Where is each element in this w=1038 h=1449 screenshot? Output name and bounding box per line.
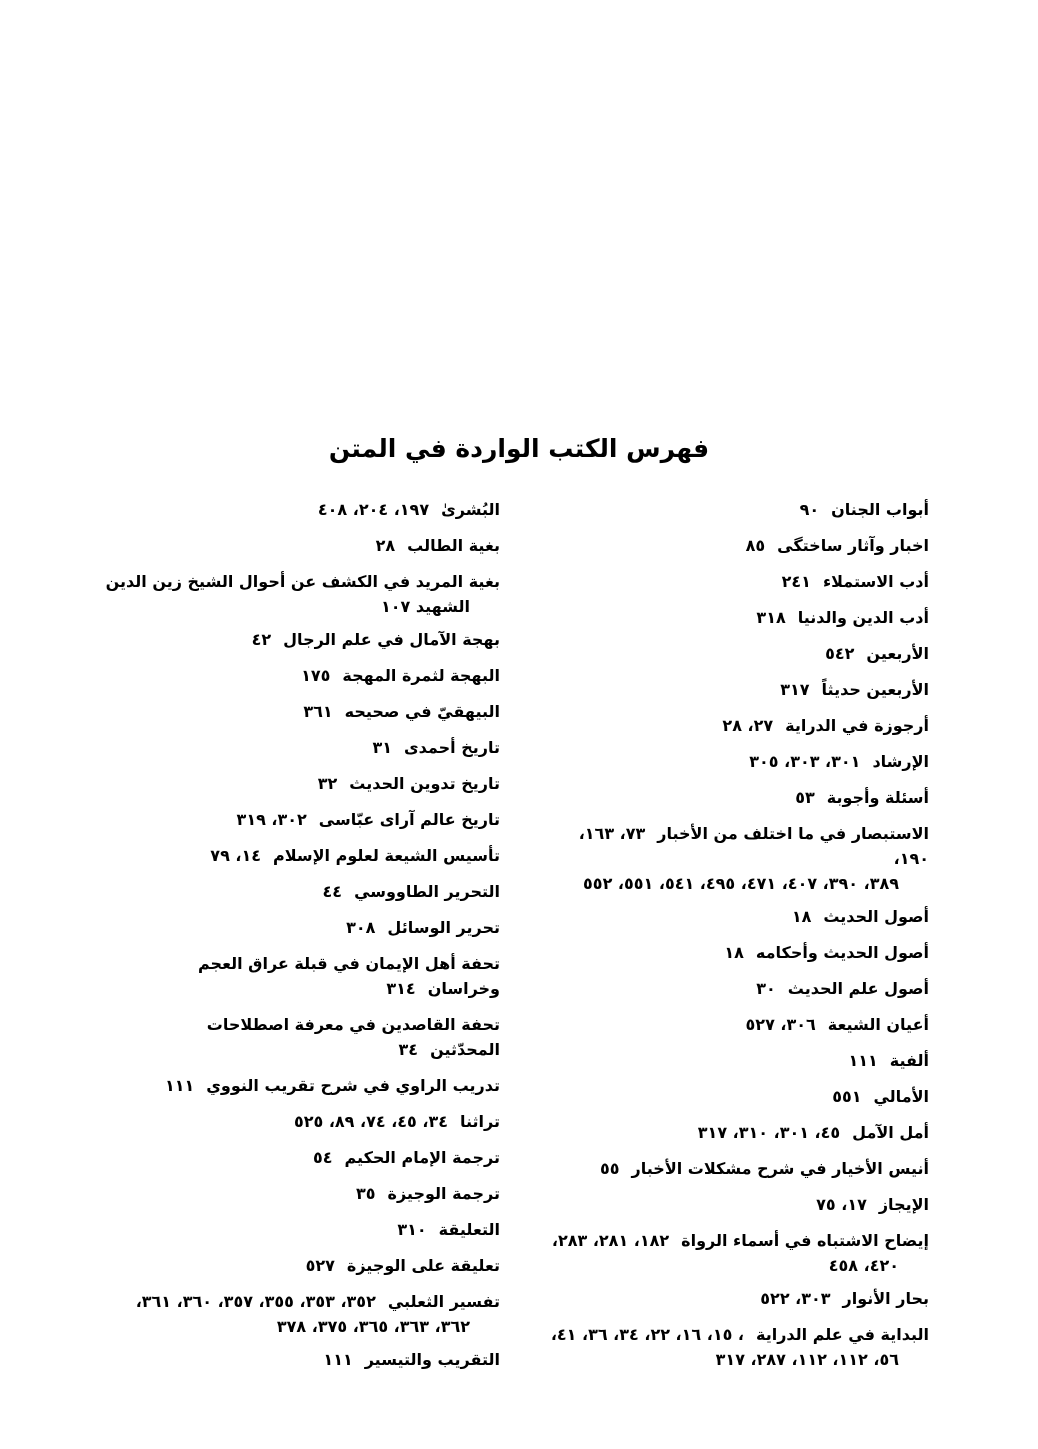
index-entry (539, 976, 929, 1001)
entry-title: اخبار وآثار ساختگى (777, 536, 929, 555)
entry-pages: ٧٣، ١٦٣، ١٩٠، (578, 824, 929, 868)
index-entry (539, 749, 929, 774)
entry-title: الأربعين (866, 644, 929, 663)
entry-pages: ٣١ (372, 738, 393, 757)
entry-title: بهجة الآمال في علم الرجال (283, 630, 500, 649)
index-entry (539, 1228, 929, 1278)
entry-title: أدب الاستملاء (822, 572, 929, 591)
entry-pages: ، ١٥، ١٦، ٢٢، ٣٤، ٣٦، ٤١، (550, 1325, 745, 1344)
index-entry (539, 1156, 929, 1181)
entry-pages: ٢٤١ (781, 572, 811, 591)
entry-pages-continued: الشهيد ١٠٧ (381, 597, 470, 616)
index-entry (100, 771, 500, 796)
entry-title: أصول علم الحديث (787, 979, 929, 998)
entry-pages: ٥٤٢ (825, 644, 855, 663)
entry-title: الإيجاز (878, 1195, 929, 1214)
index-entry (100, 1253, 500, 1278)
entry-title: الإرشاد (872, 752, 929, 771)
entry-pages: ١٧٥ (301, 666, 331, 685)
entry-pages: ١٧، ٧٥ (816, 1195, 867, 1214)
page-title: فهرس الكتب الواردة في المتن (328, 434, 710, 463)
entry-title: ترجمة الوجيزة (387, 1184, 500, 1203)
entry-pages: ٣٠١، ٣٠٣، ٣٠٥ (749, 752, 861, 771)
entry-pages: ١١١ (848, 1051, 878, 1070)
index-column-left (100, 497, 500, 1383)
index-entry (539, 1048, 929, 1073)
entry-pages: ١٨ (724, 943, 744, 962)
entry-pages: ٣١٤ (386, 979, 416, 998)
entry-pages: ٣٢ (317, 774, 338, 793)
entry-pages: ٣٠٣، ٥٢٢ (760, 1289, 831, 1308)
entry-title: تأسيس الشيعة لعلوم الإسلام (273, 846, 500, 865)
index-entry (539, 1012, 929, 1037)
entry-title: أنيس الأخيار في شرح مشكلات الأخبار (631, 1159, 929, 1178)
index-entry (100, 1109, 500, 1134)
entry-title: الاستبصار في ما اختلف من الأخبار (657, 824, 929, 843)
entry-pages: ٢٧، ٢٨ (722, 716, 774, 735)
entry-title: أرجوزة في الدراية (785, 716, 929, 735)
index-entry (539, 1286, 929, 1311)
index-entry (100, 1073, 500, 1098)
index-entry (100, 1145, 500, 1170)
entry-title: أعيان الشيعة (827, 1015, 929, 1034)
entry-title: أسئلة وأجوبة (826, 788, 929, 807)
index-entry (100, 699, 500, 724)
entry-title: أمل الآمل (852, 1123, 929, 1142)
entry-pages: ١٨ (791, 907, 812, 926)
entry-pages: ١١١ (164, 1076, 195, 1095)
index-entry (539, 533, 929, 558)
entry-title: إيضاح الاشتباه في أسماء الرواة (681, 1231, 929, 1250)
entry-pages: ٩٠ (799, 500, 820, 519)
entry-pages: ٣٠٢، ٣١٩ (236, 810, 307, 829)
entry-title: تاريخ تدوين الحديث (349, 774, 500, 793)
entry-pages: ٣٤ (398, 1040, 419, 1059)
entry-title: أصول الحديث وأحكامه (755, 943, 929, 962)
entry-pages: ٢٨ (375, 536, 396, 555)
entry-pages: ٣١٨ (756, 608, 786, 627)
index-entry (539, 821, 929, 896)
entry-title: تاريخ عالم آراى عبّاسى (318, 810, 500, 829)
index-entry (539, 1084, 929, 1109)
index-entry (100, 663, 500, 688)
index-entry (539, 569, 929, 594)
entry-title: البهجة لثمرة المهجة (342, 666, 500, 685)
entry-pages-continued: ٣٨٩، ٣٩٠، ٤٠٧، ٤٧١، ٤٩٥، ٥٤١، ٥٥١، ٥٥٢ (583, 874, 899, 893)
entry-title: التقريب والتيسير (364, 1350, 500, 1369)
index-entry (100, 951, 500, 1001)
index-entry (100, 1217, 500, 1242)
index-entry (100, 1181, 500, 1206)
index-entry (539, 605, 929, 630)
entry-pages-continued: ٣٦٢، ٣٦٣، ٣٦٥، ٣٧٥، ٣٧٨ (276, 1317, 470, 1336)
entry-pages-continued: ٤٢٠، ٤٥٨ (828, 1256, 899, 1275)
index-entry (100, 627, 500, 652)
entry-title: أصول الحديث (823, 907, 929, 926)
index-entry (100, 569, 500, 619)
entry-pages: ٣٠٦، ٥٢٧ (745, 1015, 816, 1034)
entry-title: تفسير الثعلبي (387, 1292, 500, 1311)
entry-pages: ٥٣ (795, 788, 815, 807)
index-entry (100, 497, 500, 522)
entry-pages: ٤٤ (322, 882, 343, 901)
entry-title: التعليقة (438, 1220, 500, 1239)
index-entry (539, 1192, 929, 1217)
entry-title: تدريب الراوي في شرح تقريب النووي (206, 1076, 500, 1095)
index-entry (539, 713, 929, 738)
entry-pages: ٣٥٢، ٣٥٣، ٣٥٥، ٣٥٧، ٣٦٠، ٣٦١، (135, 1292, 376, 1311)
entry-title: بغية المريد في الكشف عن أحوال الشيخ زين الدين (105, 572, 500, 591)
entry-title: الأمالي (873, 1087, 929, 1106)
entry-pages: ٥٥ (600, 1159, 620, 1178)
entry-title: تحفة أهل الإيمان في قبلة عراق العجم وخراسان (197, 954, 500, 998)
index-entry (539, 904, 929, 929)
entry-pages: ٥٤ (312, 1148, 333, 1167)
entry-pages: ٣٤، ٤٥، ٧٤، ٨٩، ٥٢٥ (293, 1112, 448, 1131)
entry-pages: ٣٦١ (303, 702, 333, 721)
entry-pages: ٤٢ (251, 630, 272, 649)
index-entry (100, 915, 500, 940)
index-entry (100, 843, 500, 868)
entry-pages: ٣٠٨ (346, 918, 376, 937)
entry-title: ألفية (889, 1051, 929, 1070)
entry-pages: ٥٢٧ (305, 1256, 335, 1275)
index-entry (539, 677, 929, 702)
entry-title: تحفة القاصدين في معرفة اصطلاحات المحدّثين (206, 1015, 500, 1059)
index-entry (100, 533, 500, 558)
entry-pages: ١١١ (323, 1350, 353, 1369)
entry-pages: ٣١٧ (780, 680, 810, 699)
entry-title: أبواب الجنان (831, 500, 929, 519)
entry-pages: ٨٥ (745, 536, 766, 555)
index-column-right (539, 497, 929, 1380)
entry-title: تحرير الوسائل (387, 918, 500, 937)
entry-title: ترجمة الإمام الحكيم (344, 1148, 500, 1167)
entry-title: بحار الأنوار (842, 1289, 929, 1308)
entry-pages: ٣٠ (756, 979, 776, 998)
entry-pages: ٣١٠ (397, 1220, 427, 1239)
index-entry (100, 1347, 500, 1372)
index-entry (539, 1322, 929, 1372)
entry-title: تعليقة على الوجيزة (346, 1256, 500, 1275)
entry-title: بغية الطالب (407, 536, 500, 555)
entry-title: أدب الدين والدنيا (797, 608, 929, 627)
entry-pages-continued: ٥٦، ١١٢، ١١٢، ٢٨٧، ٣١٧ (715, 1350, 899, 1369)
entry-pages: ١٩٧، ٢٠٤، ٤٠٨ (317, 500, 430, 519)
entry-title: البُشرىٰ (441, 500, 500, 519)
index-entry (539, 641, 929, 666)
index-entry (100, 1289, 500, 1339)
index-entry (539, 940, 929, 965)
entry-pages: ١٨٢، ٢٨١، ٢٨٣، (551, 1231, 670, 1250)
entry-pages: ٣٥ (355, 1184, 376, 1203)
index-entry (100, 1012, 500, 1062)
index-entry (100, 735, 500, 760)
entry-title: تاريخ أحمدى (404, 738, 500, 757)
entry-title: الأربعين حديثاً (821, 680, 929, 699)
index-entry (539, 497, 929, 522)
entry-title: التحرير الطاووسي (354, 882, 500, 901)
entry-pages: ٤٥، ٣٠١، ٣١٠، ٣١٧ (697, 1123, 841, 1142)
entry-title: البداية في علم الدراية (756, 1325, 929, 1344)
entry-pages: ٥٥١ (832, 1087, 862, 1106)
entry-pages: ١٤، ٧٩ (210, 846, 262, 865)
index-entry (539, 785, 929, 810)
index-entry (100, 879, 500, 904)
entry-title: البيهقيّ في صحيحه (344, 702, 500, 721)
index-entry (539, 1120, 929, 1145)
index-entry (100, 807, 500, 832)
entry-title: تراثنا (460, 1112, 500, 1131)
